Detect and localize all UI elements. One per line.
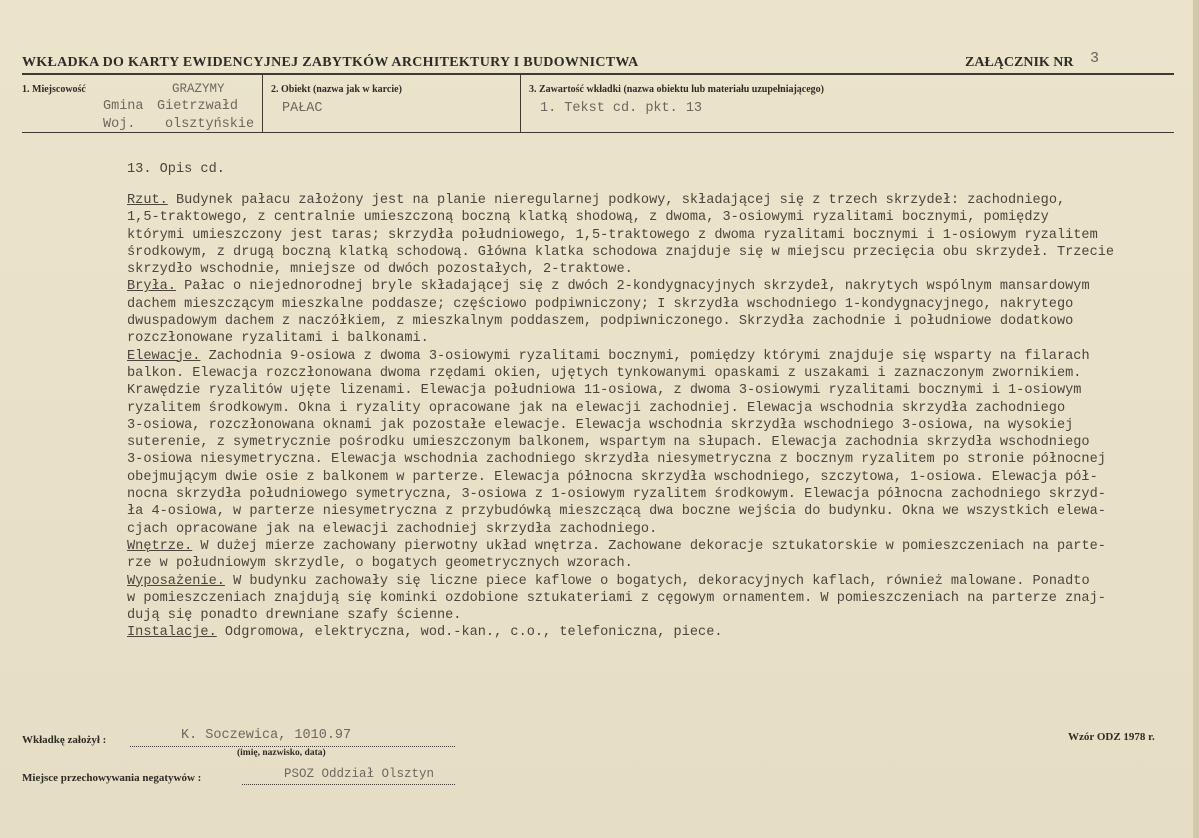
text-line: 3-osiowa, rozczłonowana oknami jak pozostałe elewacje. Elewacja wschodnia skrzydła wschodniego 3-osiowa, na wysokiej <box>127 417 1074 433</box>
text-line: balkon. Elewacja rozczłonowana dwoma rzędami okien, ujętych tynkowanymi opaskami z uszakami i zaznaczonym zwornikiem. <box>127 365 1082 381</box>
text-line <box>127 538 1147 555</box>
author-hint: (imię, nazwisko, data) <box>237 748 326 758</box>
text-line <box>127 192 1147 209</box>
wyposazenie-heading: Wyposażenie. <box>127 573 225 589</box>
woj-label: Woj. <box>103 117 136 132</box>
text-run: Odgromowa, elektryczna, wod.-kan., c.o., telefoniczna, piece. <box>216 625 723 641</box>
text-line: cjach opracowane jak na elewacji zachodniej skrzydła zachodniego. <box>127 521 658 537</box>
text-line: nocna skrzydła południowego symetryczna, 3-osiowa z 1-osiowym ryzalitem środkowym. Elewacja północna zachodniego skrzyd- <box>127 487 1106 503</box>
text-line <box>127 624 1147 641</box>
text-line <box>127 573 1147 590</box>
author-value: K. Soczewica, 1010.97 <box>181 728 352 743</box>
text-line: ryzalitem środkowym. Okna i ryzality opracowane jak na elewacji zachodniej. Elewacja wschodnia skrzydła zachodniego <box>127 400 1066 416</box>
gmina-label: Gmina <box>103 99 144 114</box>
text-line <box>127 348 1147 365</box>
contents-value: 1. Tekst cd. pkt. 13 <box>540 101 703 116</box>
contents-label: 3. Zawartość wkładki (nazwa obiektu lub materiału uzupełniającego) <box>529 84 825 95</box>
locality-label: 1. Miejscowość <box>22 84 86 95</box>
card-edge <box>1193 0 1199 838</box>
field-divider-2 <box>520 75 521 132</box>
text-run: Budynek pałacu założony jest na planie nieregularnej podkowy, składającej się z trzech skrzydeł: zachodniego, <box>167 193 1066 208</box>
object-value: PAŁAC <box>282 101 323 116</box>
text-run: Zachodnia 9-osiowa z dwoma 3-osiowymi ryzalitami bocznymi, pomiędzy którymi znajduje się wsparty na filarach <box>200 348 1090 364</box>
negatives-value: PSOZ Oddział Olsztyn <box>284 767 435 781</box>
object-label: 2. Obiekt (nazwa jak w karcie) <box>271 84 402 95</box>
text-line: którymi umieszczony jest taras; skrzydła południowego, 1,5-traktowego z dwoma ryzalitami bocznymi i 1-osiowym ryzalitem <box>127 227 1098 243</box>
text-line: skrzydło wschodnie, mniejsze od dwóch pozostałych, 2-traktowe. <box>127 262 633 278</box>
text-line: 1,5-traktowego, z centralnie umieszczoną boczną klatką shodową, z dwoma, 3-osiowymi ryzalitami bocznymi, pomiędzy <box>127 210 1049 226</box>
bryla-heading: Bryła. <box>127 279 176 295</box>
text-run: Pałac o niejednorodnej bryle składającej się z dwóch 2-kondygnacyjnych skrzydeł, nakrytych wspólnym mansardowym <box>175 279 1090 295</box>
text-line: obejmującym dwie osie z balkonem w parterze. Elewacja północna skrzydła wschodniego, szczytowa, 1-osiowa. Elewacja pół- <box>127 469 1098 485</box>
model-label: Wzór ODZ 1978 r. <box>1068 731 1155 743</box>
instalacje-heading: Instalacje. <box>127 625 217 641</box>
text-line: suterenie, z symetrycznie pośrodku umieszczonym balkonem, wspartym na słupach. Elewacja zachodnia skrzydła wschodniego <box>127 435 1090 451</box>
text-line: Krawędzie ryzalitów ujęte lizenami. Elewacja południowa 11-osiowa, z dwoma 3-osiowymi ryzalitami bocznymi i 1-osiowym <box>127 383 1082 399</box>
text-line: środkowym, z drugą boczną klatką schodową. Główna klatka schodowa znajduje się w miejscu przecięcia obu skrzydeł. Trzecie <box>127 244 1115 260</box>
text-line: rozczłonowane ryzalitami i balkonami. <box>127 331 429 347</box>
woj-value: olsztyńskie <box>165 117 255 132</box>
text-run: W dużej mierze zachowany pierwotny układ wnętrza. Zachowane dekoracje sztukatorskie w pomieszczeniach na parte- <box>192 538 1106 554</box>
rzut-heading: Rzut. <box>127 193 168 208</box>
section-heading: 13. Opis cd. <box>127 162 225 177</box>
text-run: W budynku zachowały się liczne piece kaflowe o bogatych, dekoracyjnych kaflach, również malowane. Ponadto <box>224 573 1090 589</box>
text-line: ła 4-osiowa, w parterze niesymetryczna z przybudówką mieszczącą dwa boczne wejścia do budynku. Okna we wszystkich elewa- <box>127 504 1106 520</box>
negatives-label: Miejsce przechowywania negatywów : <box>22 772 202 784</box>
text-line: dują się ponadto drewniane szafy ścienne. <box>127 608 462 624</box>
negatives-dotted-line <box>242 784 455 785</box>
text-line: w pomieszczeniach znajdują się kominki ozdobione sztukateriami z cęgowym ornamentem. W pomieszczeniach na parterze znaj- <box>127 590 1106 606</box>
elewacje-heading: Elewacje. <box>127 348 201 364</box>
locality-value: GRAZYMY <box>172 82 225 96</box>
author-dotted-line <box>130 746 455 747</box>
text-line: dachem mieszczącym mieszkalne poddasze; częściowo podpiwniczony; I skrzydła wschodniego 1-kondygnacyjnego, nakrytego <box>127 296 1074 312</box>
card-title: WKŁADKA DO KARTY EWIDENCYJNEJ ZABYTKÓW ARCHITEKTURY I BUDOWNICTWA <box>22 55 639 70</box>
annex-label: ZAŁĄCZNIK NR <box>965 55 1074 70</box>
header-rule-bottom <box>22 132 1174 133</box>
text-line: 3-osiowa niesymetryczna. Elewacja wschodnia zachodniego skrzydła niesymetryczna z bocznym ryzalitem po stronie północnej <box>127 452 1106 468</box>
annex-number: 3 <box>1090 50 1100 67</box>
field-divider-1 <box>262 75 263 132</box>
description-body <box>127 192 1147 642</box>
gmina-value: Gietrzwałd <box>157 99 239 114</box>
header-rule-top <box>22 73 1174 75</box>
author-label: Wkładkę założył : <box>22 734 107 746</box>
wnetrze-heading: Wnętrze. <box>127 538 193 554</box>
text-line: dwuspadowym dachem z naczółkiem, z mieszkalnym poddaszem, podpiwniczonego. Skrzydła zachodnie i południowe dodatkowo <box>127 314 1074 330</box>
text-line <box>127 278 1147 295</box>
text-line: rze w południowym skrzydle, o bogatych geometrycznych wzorach. <box>127 556 633 572</box>
